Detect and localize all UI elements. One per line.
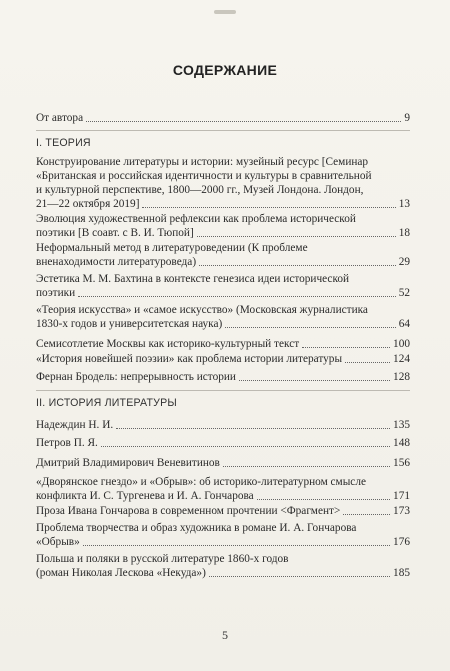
toc-page-number: 176 — [393, 536, 410, 548]
toc-entry-text: Надеждин Н. И. — [36, 419, 114, 431]
page-title: СОДЕРЖАНИЕ — [172, 62, 278, 78]
toc-entry-preface[interactable] — [36, 111, 410, 125]
toc-entry-text: 21—22 октября 2019] — [36, 198, 140, 210]
toc-page-number: 52 — [398, 287, 410, 299]
dot-leader — [257, 499, 390, 500]
dot-leader — [302, 347, 390, 348]
toc-entry[interactable] — [36, 272, 410, 300]
toc-entry-text: вненаходимости литературоведа) — [36, 256, 197, 268]
toc-page-number: 100 — [393, 338, 410, 350]
section-divider — [36, 130, 410, 131]
dot-leader — [116, 428, 390, 429]
toc-page-number: 173 — [393, 505, 410, 517]
toc-entry[interactable] — [36, 456, 410, 470]
toc-entry-text: «Британская и российская идентичности и культуры в сравнительной — [36, 170, 372, 182]
toc-page-number: 185 — [393, 567, 410, 579]
toc-entry[interactable] — [36, 337, 410, 351]
dot-leader — [142, 207, 395, 208]
toc-entry-text: поэтики [В соавт. с В. И. Тюпой] — [36, 227, 194, 239]
toc-page-number: 18 — [398, 227, 410, 239]
dot-leader — [223, 466, 390, 467]
toc-page-number: 29 — [398, 256, 410, 268]
dot-leader — [239, 380, 390, 381]
toc-page-number: 64 — [398, 318, 410, 330]
header-ornament — [214, 10, 236, 14]
dot-leader — [199, 265, 396, 266]
dot-leader — [86, 121, 401, 122]
dot-leader — [345, 362, 390, 363]
toc-entry-text: «Обрыв» — [36, 536, 80, 548]
toc-entry-text: конфликта И. С. Тургенева и И. А. Гончарова — [36, 490, 254, 502]
toc-entry[interactable] — [36, 303, 410, 331]
dot-leader — [225, 327, 395, 328]
toc-page-number: 135 — [393, 419, 410, 431]
toc-entry-text: «Дворянское гнездо» и «Обрыв»: об историко-литературном смысле — [36, 476, 366, 488]
toc-entry-text: Эволюция художественной рефлексии как проблема исторической — [36, 213, 356, 225]
toc-entry-text: Петров П. Я. — [36, 437, 98, 449]
toc-entry-text: Проза Ивана Гончарова в современном прочтении <Фрагмент> — [36, 505, 341, 517]
section-heading: II. ИСТОРИЯ ЛИТЕРАТУРЫ — [36, 397, 177, 409]
toc-entry[interactable] — [36, 552, 410, 580]
section-divider — [36, 390, 410, 391]
toc-entry[interactable] — [36, 370, 410, 384]
toc-entry-text: Неформальный метод в литературоведении (К проблеме — [36, 242, 308, 254]
toc-entry-text: Фернан Бродель: непрерывность истории — [36, 371, 236, 383]
dot-leader — [197, 236, 396, 237]
toc-entry-text: Польша и поляки в русской литературе 1860-х годов — [36, 553, 289, 565]
dot-leader — [83, 545, 390, 546]
toc-entry[interactable] — [36, 521, 410, 549]
toc-entry[interactable] — [36, 212, 410, 240]
toc-page-number: 148 — [393, 437, 410, 449]
toc-entry[interactable] — [36, 418, 410, 432]
toc-page-number: 171 — [393, 490, 410, 502]
toc-entry[interactable] — [36, 241, 410, 269]
toc-entry-text: Семисотлетие Москвы как историко-культурный текст — [36, 338, 300, 350]
dot-leader — [101, 446, 390, 447]
dot-leader — [209, 576, 390, 577]
toc-entry-text: 1830-х годов и университетская наука) — [36, 318, 223, 330]
toc-entry-text: Конструирование литературы и истории: музейный ресурс [Семинар — [36, 156, 369, 168]
toc-entry[interactable] — [36, 352, 410, 366]
toc-entry-text: От автора — [36, 112, 84, 124]
toc-entry[interactable] — [36, 155, 410, 211]
toc-entry-text: (роман Николая Лескова «Некуда») — [36, 567, 206, 579]
section-heading: I. ТЕОРИЯ — [36, 137, 91, 149]
toc-page-number: 124 — [393, 353, 410, 365]
toc-entry[interactable] — [36, 436, 410, 450]
toc-entry[interactable] — [36, 504, 410, 518]
toc-page-number: 156 — [393, 457, 410, 469]
toc-entry-text: и культурной перспективе, 1800—2000 гг., Музей Лондона. Лондон, — [36, 184, 364, 196]
toc-page-number: 9 — [404, 112, 410, 124]
toc-page-number: 13 — [398, 198, 410, 210]
dot-leader — [78, 296, 396, 297]
toc-page-number: 128 — [393, 371, 410, 383]
toc-entry-text: Эстетика М. М. Бахтина в контексте генезиса идеи исторической — [36, 273, 350, 285]
toc-entry-text: «История новейшей поэзии» как проблема истории литературы — [36, 353, 343, 365]
toc-entry-text: Дмитрий Владимирович Веневитинов — [36, 457, 220, 469]
page-number: 5 — [222, 628, 228, 642]
dot-leader — [343, 514, 390, 515]
toc-entry-text: Проблема творчества и образ художника в романе И. А. Гончарова — [36, 522, 357, 534]
toc-entry-text: «Теория искусства» и «самое искусство» (Московская журналистика — [36, 304, 368, 316]
toc-entry[interactable] — [36, 475, 410, 503]
toc-entry-text: поэтики — [36, 287, 76, 299]
